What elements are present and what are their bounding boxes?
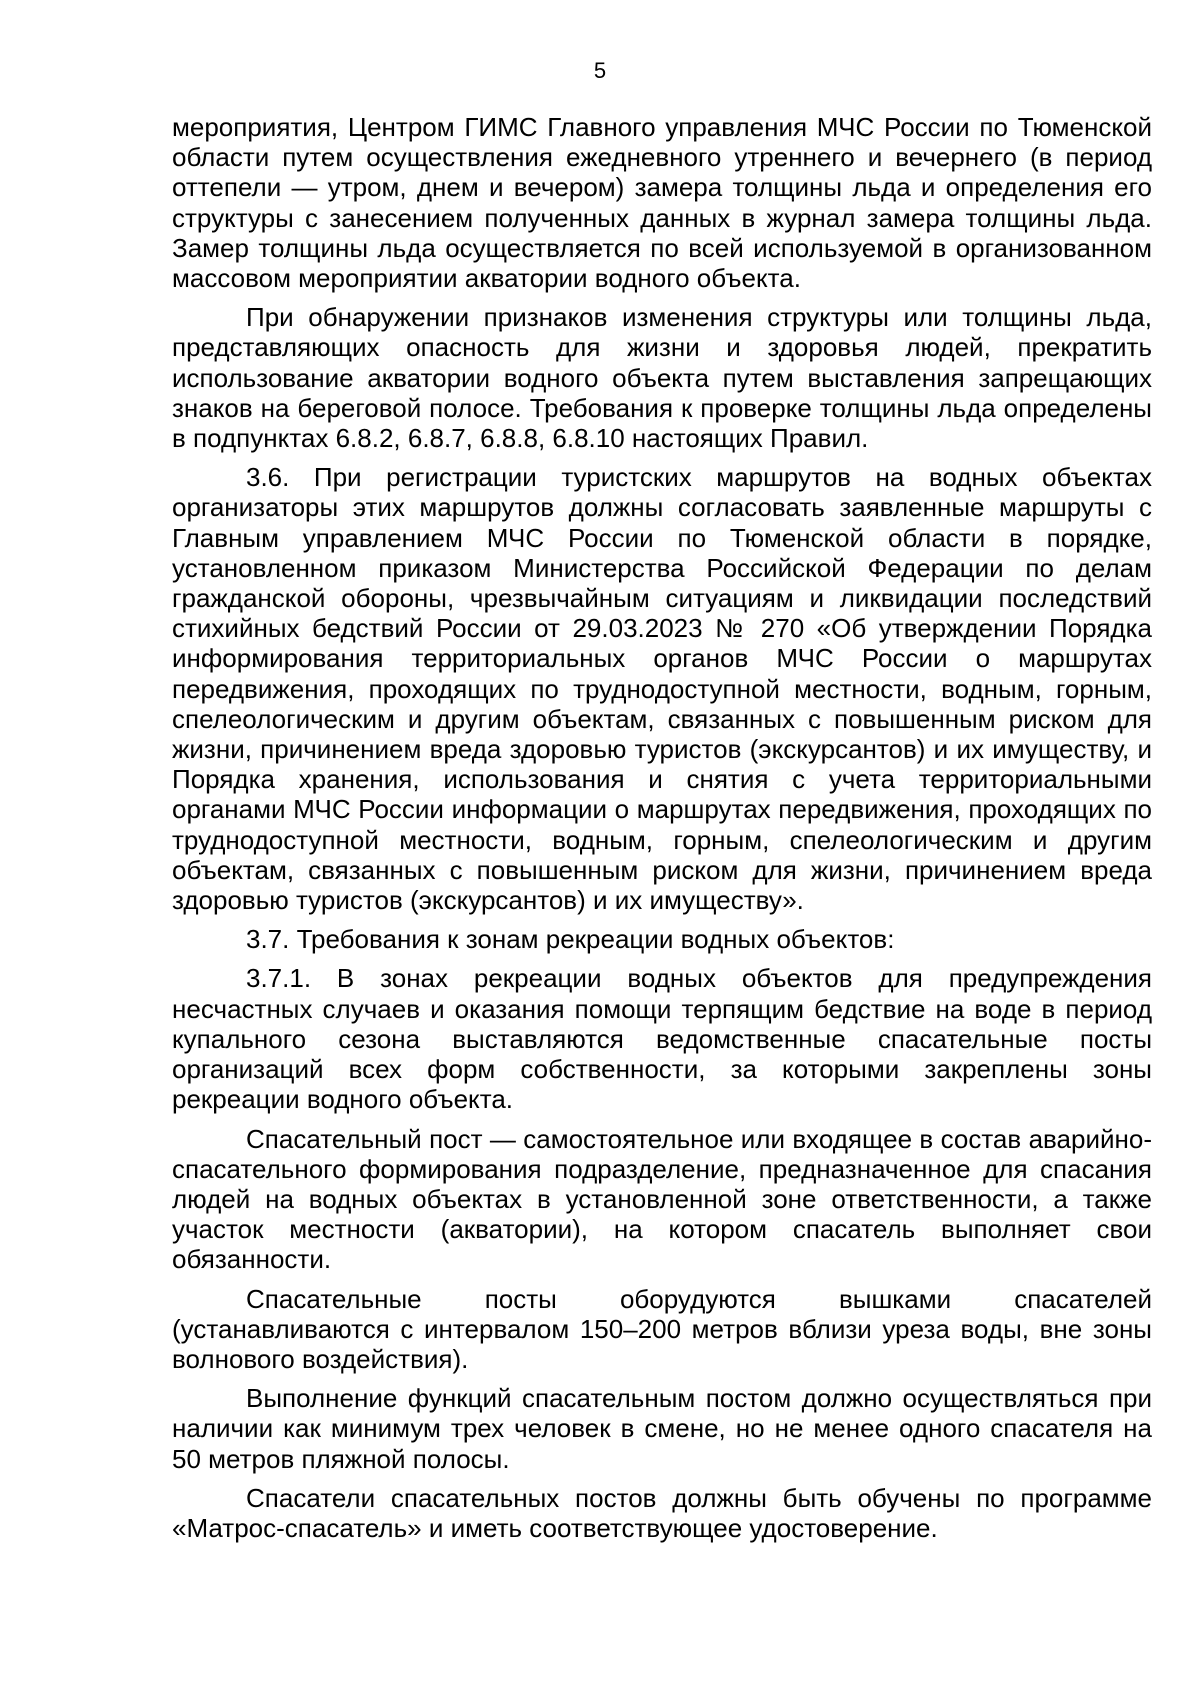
paragraph-3-7-1: 3.7.1. В зонах рекреации водных объектов для предупреждения несчастных случаев и оказания помощи терпящим бедствие на воде в период купального сезона выставляются ведомственные спасательные посты организаций всех форм собственности, за которыми закреплены зоны рекреации водного объекта.	[172, 963, 1152, 1115]
paragraph-rescue-post-definition: Спасательный пост — самостоятельное или входящее в состав аварийно-спасательного формирования подразделение, предназначенное для спасания людей на водных объектах в установленной зоне ответственности, а также участок местности (акватории), на котором спасатель выполняет свои обязанности.	[172, 1123, 1152, 1275]
paragraph-3-7: 3.7. Требования к зонам рекреации водных объектов:	[246, 924, 895, 955]
paragraph-ice-change: При обнаружении признаков изменения структуры или толщины льда, представляющих опасность для жизни и здоровья людей, прекратить использование акватории водного объекта путем выставления запрещающих знаков на береговой полосе. Требования к проверке толщины льда определены в подпунктах 6.8.2, 6.8.7, 6.8.8, 6.8.10 настоящих Правил.	[172, 302, 1152, 454]
paragraph-post-staffing: Выполнение функций спасательным постом должно осуществляться при наличии как минимум трех человек в смене, но не менее одного спасателя на 50 метров пляжной полосы.	[172, 1383, 1152, 1474]
paragraph-continuation: мероприятия, Центром ГИМС Главного управления МЧС России по Тюменской области путем осуществления ежедневного утреннего и вечернего (в период оттепели — утром, днем и вечером) замера толщины льда и определения его структуры с занесением полученных данных в журнал замера толщины льда. Замер толщины льда осуществляется по всей используемой в организованном массовом мероприятии акватории водного объекта.	[172, 112, 1152, 294]
paragraph-rescue-towers: Спасательные посты оборудуются вышками спасателей (устанавливаются с интервалом 150–200 метров вблизи уреза воды, вне зоны волнового воздействия).	[172, 1283, 1152, 1374]
paragraph-3-6: 3.6. При регистрации туристских маршрутов на водных объектах организаторы этих маршрутов должны согласовать заявленные маршруты с Главным управлением МЧС России по Тюменской области в порядке, установленном приказом Министерства Российской Федерации по делам гражданской обороны, чрезвычайным ситуациям и ликвидации последствий стихийных бедствий России от 29.03.2023 № 270 «Об утверждении Порядка информирования территориальных органов МЧС России о маршрутах передвижения, проходящих по труднодоступной местности, водным, горным, спелеологическим и другим объектам, связанных с повышенным риском для жизни, причинением вреда здоровью туристов (экскурсантов) и их имуществу, и Порядка хранения, использования и снятия с учета территориальными органами МЧС России информации о маршрутах передвижения, проходящих по труднодоступной местности, водным, горным, спелеологическим и другим объектам, связанных с повышенным риском для жизни, причинением вреда здоровью туристов (экскурсантов) и их имуществу».	[172, 462, 1152, 916]
paragraph-rescuer-training: Спасатели спасательных постов должны быть обучены по программе «Матрос-спасатель» и иметь соответствующее удостоверение.	[172, 1482, 1152, 1543]
page-number: 5	[593, 58, 607, 83]
document-body	[172, 112, 1152, 1552]
